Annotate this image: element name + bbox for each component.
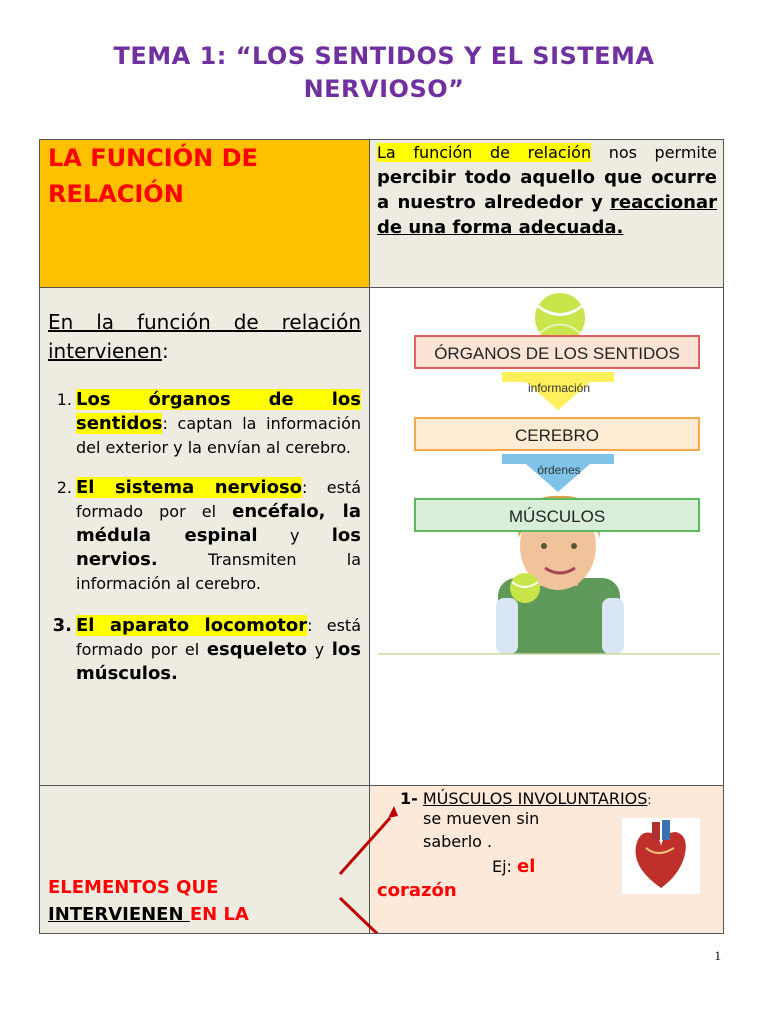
list-item-text: captan la información del exterior y la envían al cerebro. — [76, 414, 361, 457]
heart-image — [622, 818, 700, 894]
involuntary-muscles-cell — [370, 786, 724, 934]
example-label — [492, 856, 535, 877]
list-item-highlight: El sistema nervioso — [76, 477, 303, 498]
heart-icon — [622, 818, 700, 894]
list-item-text: está formado por el — [76, 478, 361, 521]
list-item-text: está formado por el — [76, 616, 361, 659]
definition-highlight: La función de relación — [377, 143, 592, 162]
function-definition-cell — [370, 140, 724, 288]
list-item-bold: los nervios. — [76, 525, 361, 570]
list-item — [48, 614, 361, 686]
list-item-bold: encéfalo, la médula espinal — [76, 501, 361, 546]
elements-heading-underlined: INTERVIENEN — [48, 904, 190, 925]
list-item-bold: los músculos. — [76, 639, 362, 684]
list-item — [48, 388, 361, 460]
list-item-text: Transmiten la información al cerebro. — [76, 550, 361, 593]
list-number: 2. — [56, 478, 72, 497]
page-number: 1 — [714, 948, 721, 963]
list-number: 3. — [52, 615, 72, 636]
intro-colon: : — [161, 339, 169, 363]
function-heading-line-1: LA FUNCIÓN DE — [48, 144, 258, 172]
involuntary-title: MÚSCULOS INVOLUNTARIOS — [422, 789, 648, 808]
document-title — [0, 40, 768, 106]
list-item-highlight: El aparato locomotor — [76, 615, 308, 636]
list-item-text: y — [257, 526, 332, 545]
list-item-colon: : — [307, 616, 313, 635]
description-line-1: se mueven sin — [423, 809, 540, 828]
list-number: 1. — [56, 390, 72, 409]
intro-text — [48, 308, 361, 366]
list-item — [48, 476, 361, 596]
definition-text-c: reaccionar de una forma adecuada. — [377, 192, 717, 238]
diagram-cell — [370, 288, 724, 786]
elements-heading — [48, 874, 249, 928]
list-item-colon: : — [162, 414, 168, 433]
content-table — [39, 139, 724, 934]
function-heading — [40, 140, 369, 212]
function-heading-cell — [40, 140, 370, 288]
example-word-1: el — [517, 856, 536, 877]
function-heading-line-2: RELACIÓN — [48, 180, 184, 208]
intro-underlined: En la función de relación intervienen — [48, 310, 361, 363]
orders-arrow-label: órdenes — [537, 463, 581, 477]
senses-diagram — [370, 288, 720, 658]
brain-box: CEREBRO — [414, 417, 700, 451]
title-line-2: NERVIOSO” — [303, 75, 465, 103]
definition-text-b: percibir todo aquello que ocurre a nuestro alrededor y — [377, 167, 717, 213]
intervening-elements-cell — [40, 288, 370, 786]
example-word-2: corazón — [377, 880, 457, 901]
senses-box: ÓRGANOS DE LOS SENTIDOS — [414, 335, 700, 369]
elements-cell — [40, 786, 370, 934]
involuntary-description — [423, 807, 539, 853]
list-item-highlight: Los órganos de los sentidos — [76, 389, 361, 434]
information-arrow-label: información — [527, 381, 591, 395]
list-item-bold: esqueleto — [206, 639, 307, 660]
title-line-1: TEMA 1: “LOS SENTIDOS Y EL SISTEMA — [113, 42, 655, 70]
list-item-colon: : — [302, 478, 308, 497]
list-item-text: y — [307, 640, 332, 659]
elements-heading-red: EN LA — [189, 904, 249, 925]
elements-heading-line-1: ELEMENTOS QUE — [48, 877, 219, 898]
involuntary-number: 1- — [400, 789, 418, 808]
muscles-box: MÚSCULOS — [414, 498, 700, 532]
description-line-2: saberlo . — [423, 832, 493, 851]
involuntary-colon: : — [647, 793, 652, 807]
arrowhead-up-icon — [388, 806, 398, 818]
definition-text-a: nos permite — [591, 143, 717, 162]
function-definition — [370, 140, 723, 240]
example-prefix: Ej: — [492, 857, 518, 876]
tennis-ball-icon — [510, 573, 540, 603]
